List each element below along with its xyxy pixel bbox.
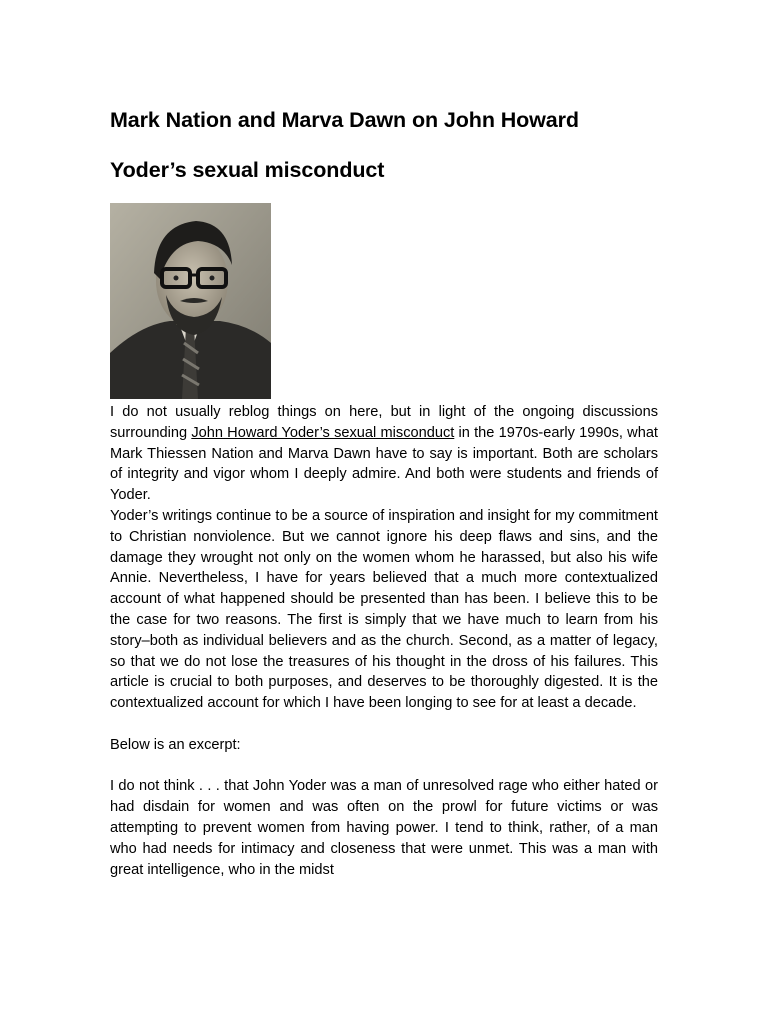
paragraph-writings: Yoder’s writings continue to be a source of inspiration and insight for my commitment to Christian nonviolence. But we cannot ignore his deep flaws and sins, and the damage they wrought not only on the women whom he harassed, but also his wife Annie. Nevertheless, I have for years believed that a much more contextualized account of what happened should be presented than has been. I believe this to be the case for two reasons. The first is simply that we have much to learn from his story–both as individual believers and as the church. Second, as a matter of legacy, so that we do not lose the treasures of his thought in the dross of his failures. This article is crucial to both purposes, and deserves to be thoroughly digested. It is the contextualized account for which I have been longing to see for at least a decade. [110, 507, 658, 712]
page-title-line-1: Mark Nation and Marva Dawn on John Howard [110, 108, 579, 132]
intro-text-after-link: in the 1970s-early 1990s, what Mark Thiessen Nation and Marva Dawn have to say is important. Both are scholars of integrity and vigor whom I deeply admire. And both were students and friends of Yoder. [110, 424, 658, 504]
paragraph-intro [110, 402, 658, 506]
paragraph-excerpt-quote: I do not think . . . that John Yoder was a man of unresolved rage who either hated or had disdain for women and was often on the prowl for future victims or was attempting to prevent women from having power. I tend to think, rather, of a man who had needs for intimacy and closeness that were unmet. This was a man with great intelligence, who in the midst [110, 778, 658, 878]
portrait-photo [110, 203, 271, 399]
article-body [110, 402, 658, 880]
yoder-misconduct-link[interactable]: John Howard Yoder’s sexual misconduct [191, 424, 455, 441]
portrait-photo-icon [110, 203, 271, 399]
intro-text-before-link: I do not usually reblog things on here, but in light of the ongoing discussions surrounding [110, 404, 658, 441]
paragraph-excerpt-label: Below is an excerpt: [110, 736, 241, 753]
page-title-line-2: Yoder’s sexual misconduct [110, 158, 385, 182]
